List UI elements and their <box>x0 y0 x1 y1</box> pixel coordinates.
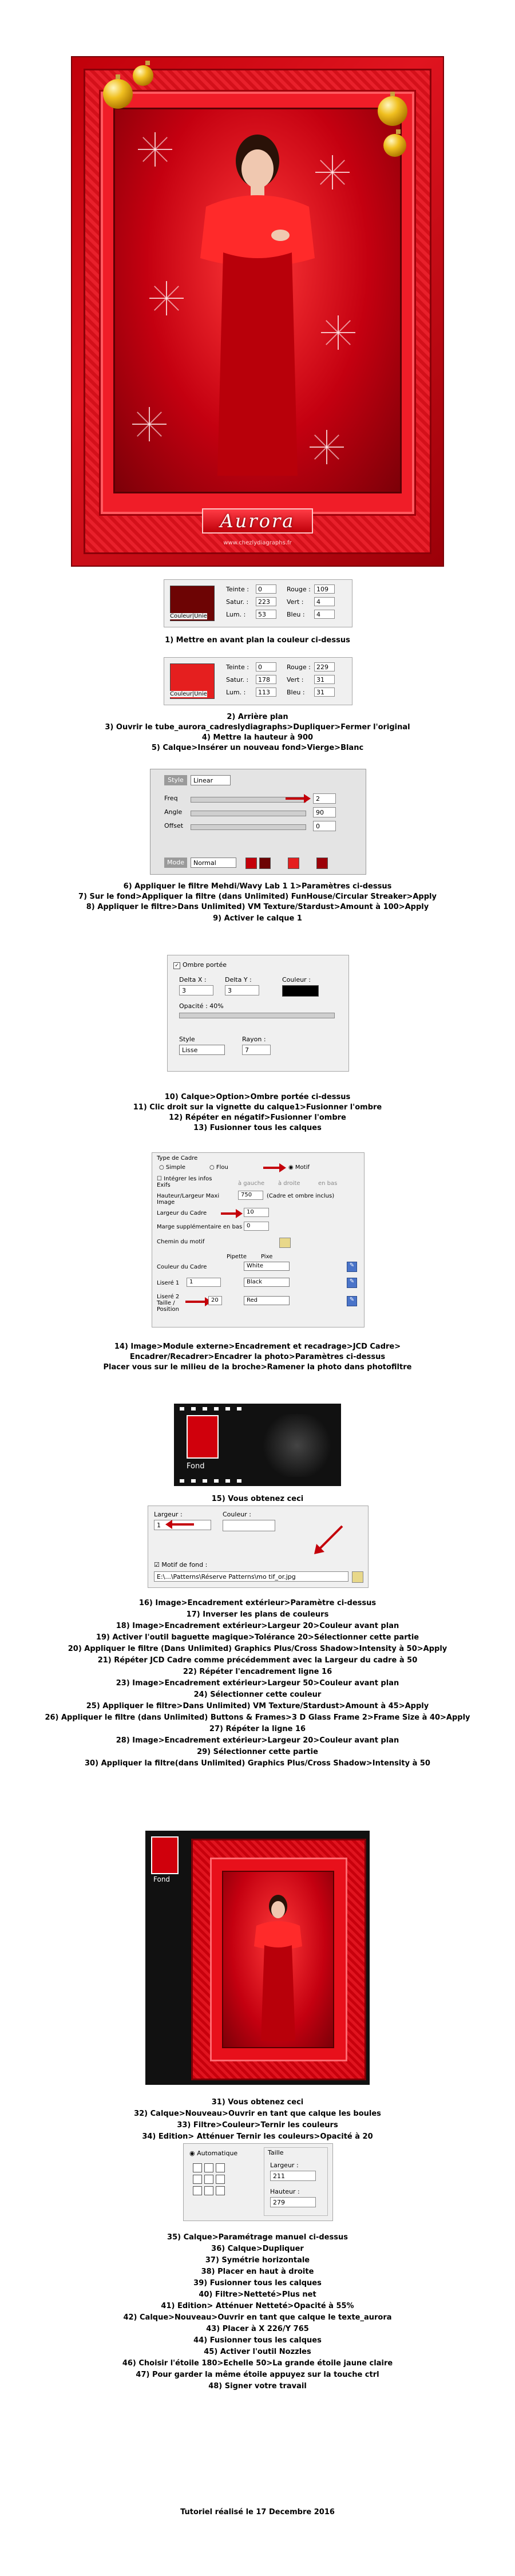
step-19: 19) Activer l'outil baguette magique>Tolérance 20>Sélectionner cette partie <box>96 1633 419 1642</box>
blue-label: Bleu : <box>287 689 305 696</box>
style-label: Style <box>179 1036 195 1043</box>
red-arrow-icon <box>286 797 305 800</box>
step-3: 3) Ouvrir le tube_aurora_cadreslydiagraphs>Dupliquer>Fermer l'original <box>105 723 410 732</box>
width-label: Largeur du Cadre <box>157 1210 207 1216</box>
dx-input[interactable]: 3 <box>179 985 213 995</box>
red-arrow-icon <box>311 1523 345 1558</box>
step-25: 25) Appliquer le filtre>Dans Unlimited) VM Texture/Stardust>Amount à 45>Apply <box>86 1702 429 1710</box>
step-36: 36) Calque>Dupliquer <box>211 2245 304 2253</box>
step-40: 40) Filtre>Netteté>Plus net <box>199 2290 316 2299</box>
step-14-line-1: 14) Image>Module externe>Encadrement et recadrage>JCD Cadre> <box>114 1342 401 1351</box>
color-swatch-2[interactable] <box>259 858 271 869</box>
exif-right-label: à droite <box>278 1180 300 1187</box>
width-input[interactable]: 10 <box>244 1208 269 1217</box>
pencil-icon[interactable]: ✎ <box>347 1278 357 1288</box>
step-1: 1) Mettre en avant plan la couleur ci-dessus <box>165 636 350 645</box>
pencil-icon[interactable]: ✎ <box>347 1296 357 1306</box>
step-32: 32) Calque>Nouveau>Ouvrir en tant que calque les boules <box>134 2109 381 2118</box>
shadow-checkbox-label: Ombre portée <box>183 961 227 969</box>
color-swatch-label: Couleur|Unie <box>170 613 207 619</box>
frame-color-label: Couleur du Cadre <box>157 1264 207 1270</box>
radius-label: Rayon : <box>242 1036 266 1043</box>
margin-label: Marge supplémentaire en bas <box>157 1224 243 1230</box>
hue-field[interactable]: 0 <box>256 662 276 671</box>
grid-cell[interactable] <box>204 2186 213 2195</box>
gold-bauble-icon <box>383 134 406 157</box>
color-swatch-label: Couleur|Unie <box>170 691 207 697</box>
shadow-checkbox[interactable]: ✓ <box>173 962 180 969</box>
folder-icon[interactable] <box>279 1238 291 1248</box>
liseret1-input[interactable]: 1 <box>187 1278 221 1287</box>
step-5: 5) Calque>Insérer un nouveau fond>Vierge>Blanc <box>151 744 364 752</box>
step-24: 24) Sélectionner cette couleur <box>193 1690 322 1699</box>
step-29: 29) Sélectionner cette partie <box>197 1748 318 1756</box>
opacity-label: Opacité : 40% <box>179 1002 224 1010</box>
red-arrow-icon <box>263 1167 280 1169</box>
auto-radio[interactable]: ◉ Automatique <box>189 2150 238 2157</box>
exif-checkbox[interactable]: ☐ Intégrer les infos Exifs <box>157 1176 212 1188</box>
dx-label: Delta X : <box>179 976 207 983</box>
result-preview <box>145 1831 370 2085</box>
blue-field[interactable]: 4 <box>314 610 335 619</box>
woman-figure <box>249 1889 307 2044</box>
step-44: 44) Fusionner tous les calques <box>193 2336 322 2345</box>
step-10: 10) Calque>Option>Ombre portée ci-dessus <box>164 1093 351 1101</box>
step-27: 27) Répéter la ligne 16 <box>209 1725 306 1733</box>
woman-figure <box>183 121 332 487</box>
style-label: Style <box>164 775 187 785</box>
step-4: 4) Mettre la hauteur à 900 <box>201 733 314 742</box>
opt-motif[interactable]: ◉ Motif <box>288 1164 310 1171</box>
folder-icon[interactable] <box>352 1571 363 1583</box>
freq-label: Freq <box>164 795 178 802</box>
layer-thumbnail[interactable] <box>151 1836 179 1874</box>
sparkle-star-icon <box>132 407 167 441</box>
step-2: 2) Arrière plan <box>227 713 288 721</box>
hue-field[interactable]: 0 <box>256 584 276 594</box>
path-label: Chemin du motif <box>157 1239 205 1245</box>
offset-label: Offset <box>164 822 184 829</box>
layer-label: Fond <box>187 1462 205 1471</box>
drop-shadow-dialog <box>167 955 349 1072</box>
mode-label: Mode <box>164 858 187 868</box>
sat-label: Satur. : <box>226 676 249 683</box>
liseret2-label: Liseré 2 Taille / Position <box>157 1294 180 1313</box>
hero-photo <box>113 108 402 493</box>
color-swatch-3[interactable] <box>288 858 299 869</box>
step-26: 26) Appliquer le filtre (dans Unlimited) Buttons & Frames>3 D Glass Frame 2>Frame Size à 40>Apply <box>45 1713 470 1722</box>
liseret2-color-select[interactable]: Red <box>244 1296 290 1305</box>
sat-field[interactable]: 178 <box>256 675 276 684</box>
step-13: 13) Fusionner tous les calques <box>193 1124 322 1132</box>
grid-cell[interactable] <box>193 2175 202 2184</box>
exif-bottom-label: en bas <box>318 1180 338 1187</box>
blue-field[interactable]: 31 <box>314 688 335 697</box>
pipette-label: Pipette <box>227 1254 247 1260</box>
height-input[interactable]: 279 <box>270 2197 316 2207</box>
red-label: Rouge : <box>287 586 311 593</box>
freq-input[interactable]: 2 <box>313 793 336 804</box>
step-9: 9) Activer le calque 1 <box>213 914 302 923</box>
shadow-color-swatch[interactable] <box>282 985 319 997</box>
lum-label: Lum. : <box>226 689 246 696</box>
lum-field[interactable]: 113 <box>256 688 276 697</box>
frame-color-select[interactable]: White <box>244 1262 290 1271</box>
hero-image <box>71 56 444 567</box>
red-arrow-icon <box>221 1212 237 1215</box>
step-43: 43) Placer à X 226/Y 765 <box>206 2325 309 2333</box>
step-18: 18) Image>Encadrement extérieur>Largeur 20>Couleur avant plan <box>116 1622 399 1630</box>
maxsize-input[interactable]: 750 <box>238 1191 263 1200</box>
maxsize-label: Hauteur/Largeur Maxi Image <box>157 1193 220 1206</box>
step-14-line-3: Placer vous sur le milieu de la broche>Ramener la photo dans photofiltre <box>103 1363 412 1372</box>
hero-watermark: www.chezlydiagraphs.fr <box>223 540 292 546</box>
red-field[interactable]: 229 <box>314 662 335 671</box>
style-select[interactable]: Linear <box>191 775 231 785</box>
grid-cell[interactable] <box>204 2163 213 2172</box>
step-37: 37) Symétrie horizontale <box>205 2256 310 2265</box>
color-dialog-background <box>164 657 352 705</box>
hue-label: Teinte : <box>226 586 249 593</box>
size-group-label: Taille <box>268 2149 284 2156</box>
layer-label: Fond <box>153 1875 171 1883</box>
motif-path-input[interactable]: E:\...\Patterns\Réserve Patterns\mo tif_or.jpg <box>154 1571 348 1582</box>
step-45: 45) Activer l'outil Nozzles <box>204 2348 311 2356</box>
blue-label: Bleu : <box>287 611 305 618</box>
offset-input[interactable]: 0 <box>313 821 336 831</box>
liseret2-input[interactable]: 20 <box>208 1296 222 1305</box>
dy-label: Delta Y : <box>225 976 252 983</box>
outer-frame-dialog <box>148 1506 369 1588</box>
step-31: 31) Vous obtenez ceci <box>211 2098 304 2107</box>
layer-thumbnail[interactable] <box>187 1415 219 1459</box>
result-inner-frame <box>210 1858 347 2061</box>
offset-slider[interactable] <box>191 824 306 830</box>
opt-flou[interactable]: ○ Flou <box>209 1164 228 1171</box>
jcd-frame-dialog <box>152 1152 365 1327</box>
layer-thumbnail-strip <box>174 1404 341 1486</box>
green-label: Vert : <box>287 598 304 606</box>
manual-settings-dialog <box>183 2143 333 2221</box>
step-41: 41) Edition> Atténuer Netteté>Opacité à 55% <box>161 2302 354 2310</box>
lum-label: Lum. : <box>226 611 246 618</box>
gold-bauble-icon <box>103 79 133 109</box>
hue-label: Teinte : <box>226 663 249 671</box>
sat-field[interactable]: 223 <box>256 597 276 606</box>
step-34: 34) Edition> Atténuer Ternir les couleurs>Opacité à 20 <box>142 2132 373 2141</box>
step-15: 15) Vous obtenez ceci <box>211 1495 304 1503</box>
pixel-label: Pixe <box>261 1254 273 1260</box>
step-42: 42) Calque>Nouveau>Ouvrir en tant que calque le texte_aurora <box>123 2313 392 2322</box>
step-8: 8) Appliquer le filtre>Dans Unlimited) VM Texture/Stardust>Amount à 100>Apply <box>86 903 429 911</box>
step-33: 33) Filtre>Couleur>Ternir les couleurs <box>177 2121 338 2129</box>
grid-cell[interactable] <box>216 2175 225 2184</box>
liseret1-color-select[interactable]: Black <box>244 1278 290 1287</box>
gold-bauble-icon <box>378 96 407 126</box>
green-field[interactable]: 31 <box>314 675 335 684</box>
step-28: 28) Image>Encadrement extérieur>Largeur 20>Couleur avant plan <box>116 1736 399 1745</box>
step-22: 22) Répéter l'encadrement ligne 16 <box>183 1668 332 1676</box>
color-dialog-foreground <box>164 579 352 627</box>
width-label: Largeur : <box>270 2162 299 2169</box>
step-35: 35) Calque>Paramétrage manuel ci-dessus <box>167 2233 348 2242</box>
step-47: 47) Pour garder la même étoile appuyez sur la touche ctrl <box>136 2370 379 2379</box>
green-field[interactable]: 4 <box>314 597 335 606</box>
step-20: 20) Appliquer le filtre (Dans Unlimited) Graphics Plus/Cross Shadow>Intensity à 50>Apply <box>68 1645 447 1653</box>
opacity-slider[interactable] <box>179 1013 335 1018</box>
radius-input[interactable]: 7 <box>242 1045 271 1055</box>
sparkle-star-icon <box>149 281 184 315</box>
color-swatch-4[interactable] <box>316 858 328 869</box>
sparkle-star-icon <box>138 132 172 167</box>
red-arrow-icon <box>185 1301 206 1303</box>
step-39: 39) Fusionner tous les calques <box>193 2279 322 2287</box>
color-label: Couleur : <box>223 1511 251 1518</box>
dy-input[interactable]: 3 <box>225 985 259 995</box>
size-group <box>264 2147 328 2216</box>
gold-bauble-icon <box>133 65 153 86</box>
color-swatch-1[interactable] <box>245 858 257 869</box>
hero-title: Aurora <box>220 510 295 532</box>
step-17: 17) Inverser les plans de couleurs <box>186 1610 329 1619</box>
color-label: Couleur : <box>282 976 311 983</box>
step-30: 30) Appliquer la filtre(dans Unlimited) Graphics Plus/Cross Shadow>Intensity à 50 <box>85 1759 430 1768</box>
frame-type-label: Type de Cadre <box>157 1155 198 1161</box>
wavy-lab-dialog <box>150 769 366 875</box>
height-label: Hauteur : <box>270 2188 300 2195</box>
angle-input[interactable]: 90 <box>313 807 336 817</box>
step-23: 23) Image>Encadrement extérieur>Largeur 50>Couleur avant plan <box>116 1679 399 1688</box>
liseret1-label: Liseré 1 <box>157 1280 180 1286</box>
step-21: 21) Répéter JCD Cadre comme précédemment avec la Largeur du cadre à 50 <box>97 1656 418 1665</box>
footer-date: Tutoriel réalisé le 17 Decembre 2016 <box>180 2508 335 2516</box>
step-12: 12) Répéter en négatif>Fusionner l'ombre <box>169 1113 346 1122</box>
step-48: 48) Signer votre travail <box>208 2382 307 2391</box>
margin-input[interactable]: 0 <box>244 1222 269 1231</box>
grid-cell[interactable] <box>216 2186 225 2195</box>
grid-cell[interactable] <box>193 2163 202 2172</box>
opt-simple[interactable]: ○ Simple <box>159 1164 186 1171</box>
grid-cell[interactable] <box>193 2186 202 2195</box>
exif-left-label: à gauche <box>238 1180 265 1187</box>
sat-label: Satur. : <box>226 598 249 606</box>
color-swatch[interactable] <box>223 1520 275 1531</box>
step-11: 11) Clic droit sur la vignette du calque1>Fusionner l'ombre <box>133 1103 382 1112</box>
step-46: 46) Choisir l'étoile 180>Echelle 50>La grande étoile jaune claire <box>122 2359 393 2368</box>
pencil-icon[interactable]: ✎ <box>347 1262 357 1272</box>
step-7: 7) Sur le fond>Appliquer la filtre (dans Unlimited) FunHouse/Circular Streaker>Apply <box>78 892 437 901</box>
angle-slider[interactable] <box>191 811 306 816</box>
width-input[interactable]: 1 <box>154 1520 211 1530</box>
hero-title-plate <box>202 508 313 534</box>
mode-select[interactable]: Normal <box>191 858 236 868</box>
result-outer-frame <box>191 1839 366 2080</box>
result-photo <box>222 1871 334 2048</box>
red-arrow-icon <box>171 1523 194 1526</box>
angle-label: Angle <box>164 808 183 816</box>
maxsize-note: (Cadre et ombre inclus) <box>267 1193 335 1199</box>
green-label: Vert : <box>287 676 304 683</box>
red-field[interactable]: 109 <box>314 584 335 594</box>
step-6: 6) Appliquer le filtre Mehdi/Wavy Lab 1 1>Paramètres ci-dessus <box>123 882 392 891</box>
width-label: Largeur : <box>154 1511 183 1518</box>
step-38: 38) Placer en haut à droite <box>201 2267 314 2276</box>
step-14-line-2: Encadrer/Recadrer>Encadrer la photo>Paramètres ci-dessus <box>129 1353 386 1361</box>
width-input[interactable]: 211 <box>270 2171 316 2181</box>
grid-cell[interactable] <box>216 2163 225 2172</box>
red-label: Rouge : <box>287 663 311 671</box>
layer-preview <box>260 1414 334 1477</box>
motif-checkbox[interactable]: ☑ Motif de fond : <box>154 1561 208 1568</box>
style-select[interactable]: Lisse <box>179 1045 225 1055</box>
lum-field[interactable]: 53 <box>256 610 276 619</box>
grid-cell[interactable] <box>204 2175 213 2184</box>
step-16: 16) Image>Encadrement extérieur>Paramètre ci-dessus <box>138 1599 377 1607</box>
